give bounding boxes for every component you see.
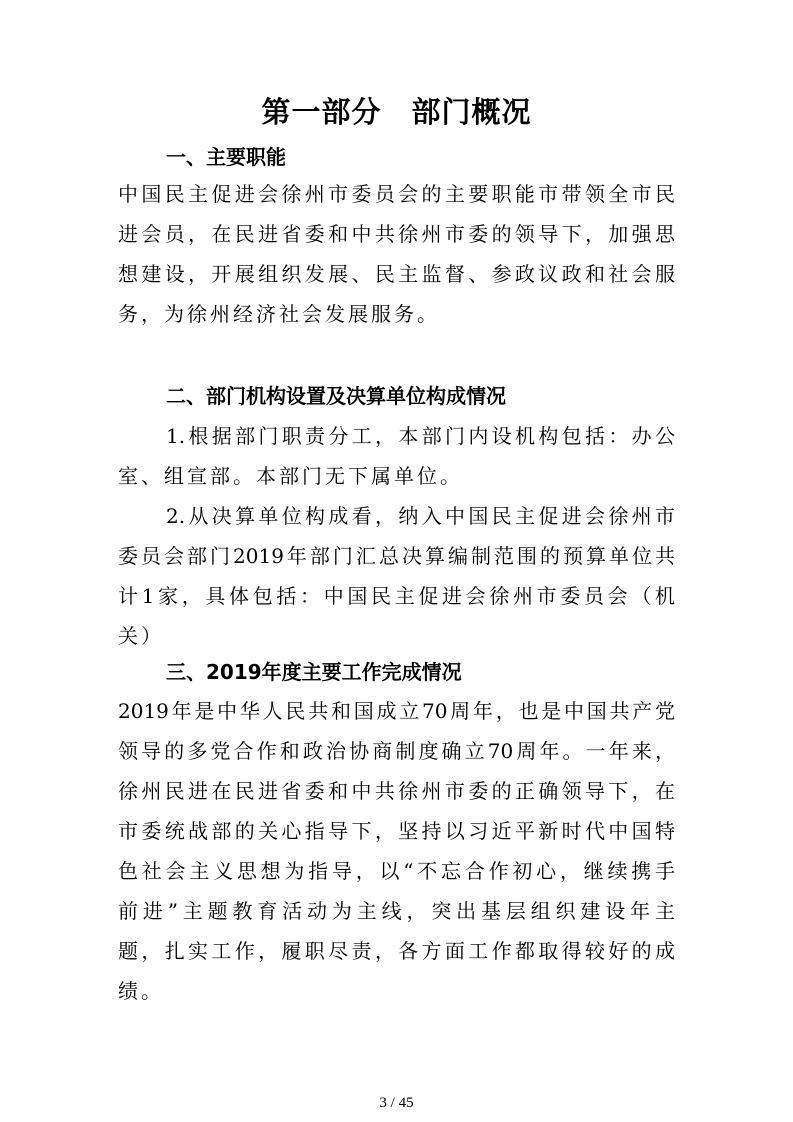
paragraph-line: 计1家，具体包括：中国民主促进会徐州市委员会（机: [118, 584, 675, 608]
paragraph-line: 前进”主题教育活动为主线，突出基层组织建设年主: [118, 899, 675, 923]
section-heading-work-summary: 三、2019年度主要工作完成情况: [166, 660, 462, 684]
paragraph-line: 色社会主义思想为指导，以“不忘合作初心，继续携手: [118, 859, 675, 883]
paragraph-line: 想建设，开展组织发展、民主监督、参政议政和社会服: [118, 262, 675, 286]
paragraph-line: 中国民主促进会徐州市委员会的主要职能市带领全市民: [118, 182, 675, 206]
paragraph-line: 徐州民进在民进省委和中共徐州市委的正确领导下，在: [118, 779, 675, 803]
paragraph-line: 2.从决算单位构成看，纳入中国民主促进会徐州市: [166, 504, 675, 528]
paragraph-line: 2019年是中华人民共和国成立70周年，也是中国共产党: [118, 699, 675, 723]
paragraph-line: 市委统战部的关心指导下，坚持以习近平新时代中国特: [118, 819, 675, 843]
section-heading-structure: 二、部门机构设置及决算单位构成情况: [166, 384, 506, 408]
paragraph-line: 绩。: [118, 979, 164, 1003]
paragraph-line: 1.根据部门职责分工，本部门内设机构包括：办公: [166, 424, 675, 448]
paragraph-line: 进会员，在民进省委和中共徐州市委的领导下，加强思: [118, 222, 675, 246]
paragraph-line: 领导的多党合作和政治协商制度确立70周年。一年来，: [118, 739, 675, 763]
paragraph-line: 室、组宣部。本部门无下属单位。: [118, 464, 463, 488]
paragraph-line: 务，为徐州经济社会发展服务。: [118, 302, 440, 326]
page-title: 第一部分 部门概况: [261, 95, 532, 129]
paragraph-line: 题，扎实工作，履职尽责，各方面工作都取得较好的成: [118, 939, 675, 963]
paragraph-line: 关）: [118, 624, 164, 648]
paragraph-line: 委员会部门2019年部门汇总决算编制范围的预算单位共: [118, 544, 675, 568]
section-heading-functions: 一、主要职能: [166, 145, 286, 169]
page-number: 3 / 45: [379, 1095, 414, 1111]
